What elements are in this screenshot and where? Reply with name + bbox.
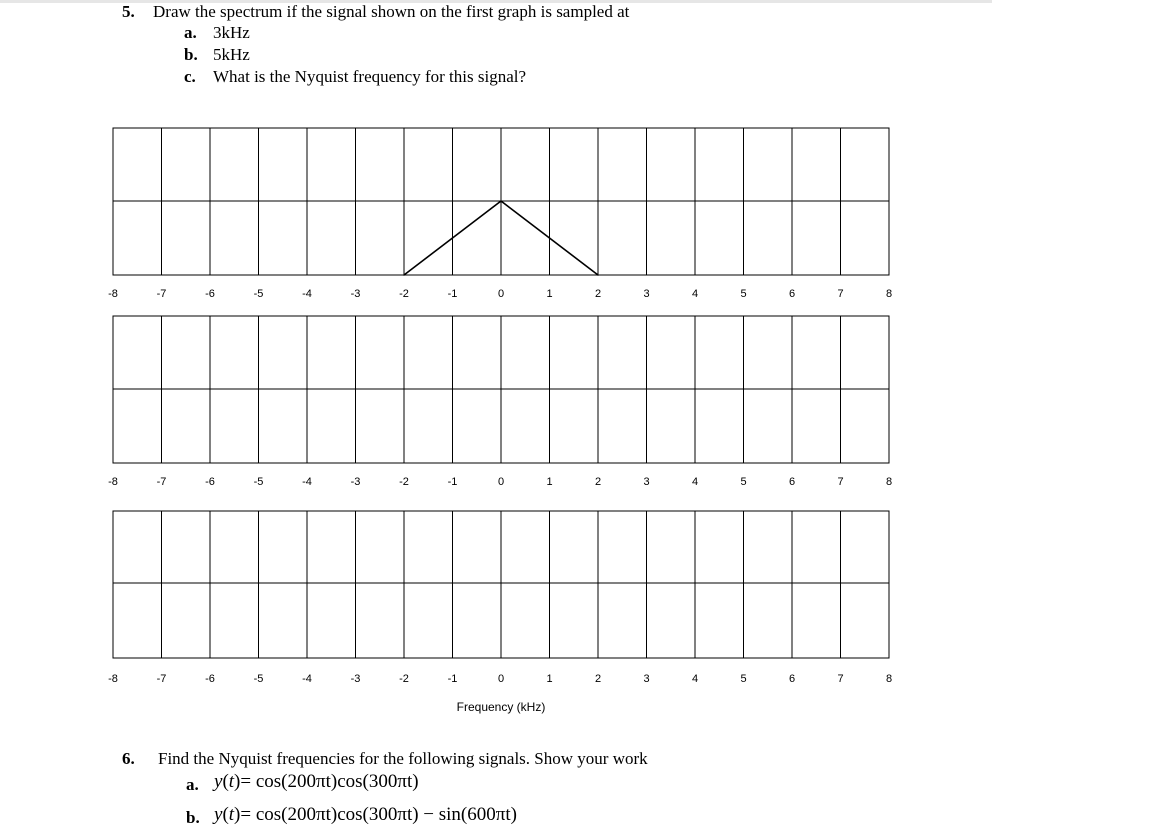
equation-a: y(t)= cos(200πt)cos(300πt) xyxy=(214,771,419,792)
tick-label: -4 xyxy=(302,288,312,300)
tick-label: 8 xyxy=(885,673,893,685)
tick-label: 6 xyxy=(788,476,796,488)
tick-label: -2 xyxy=(399,476,409,488)
x-axis-label: Frequency (kHz) xyxy=(456,700,546,714)
spectrum-point xyxy=(597,274,599,276)
spectrum-point xyxy=(403,274,405,276)
tick-label: -7 xyxy=(156,476,167,488)
question-number: 5. xyxy=(122,2,135,21)
item-label-a: a. xyxy=(186,775,199,794)
tick-label: -4 xyxy=(302,476,312,488)
tick-label: 1 xyxy=(546,476,553,488)
tick-label: 8 xyxy=(885,288,893,300)
tick-label: 6 xyxy=(788,288,796,300)
tick-label: -5 xyxy=(253,673,264,685)
tick-label: 4 xyxy=(691,673,699,685)
tick-label: -6 xyxy=(205,673,215,685)
tick-label: 2 xyxy=(594,476,602,488)
tick-label: -3 xyxy=(350,288,361,300)
tick-label: 4 xyxy=(691,288,699,300)
tick-label: -8 xyxy=(108,673,118,685)
tick-label: -8 xyxy=(108,288,118,300)
question-text: Find the Nyquist frequencies for the following signals. Show your work xyxy=(158,749,648,768)
tick-label: 0 xyxy=(497,673,505,685)
tick-label: 8 xyxy=(885,476,893,488)
question-text: Draw the spectrum if the signal shown on the first graph is sampled at xyxy=(153,2,630,21)
tick-label: -5 xyxy=(253,476,264,488)
equation-b: y(t)= cos(200πt)cos(300πt) − sin(600πt) xyxy=(214,804,517,825)
tick-label: -1 xyxy=(447,673,458,685)
tick-label: -2 xyxy=(399,673,409,685)
tick-label: -6 xyxy=(205,476,215,488)
item-text-c: What is the Nyquist frequency for this signal? xyxy=(213,67,527,86)
item-label-b: b. xyxy=(186,808,200,827)
tick-label: 6 xyxy=(788,673,796,685)
tick-label: 5 xyxy=(740,476,747,488)
tick-label: 5 xyxy=(740,673,747,685)
tick-label: -3 xyxy=(350,673,361,685)
tick-label: 4 xyxy=(691,476,699,488)
tick-label: 3 xyxy=(643,673,650,685)
tick-label: 2 xyxy=(594,673,602,685)
item-text-b: 5kHz xyxy=(213,45,250,64)
tick-label: -1 xyxy=(447,288,458,300)
tick-label: -2 xyxy=(399,288,409,300)
item-text-a: 3kHz xyxy=(213,23,250,42)
tick-label: 7 xyxy=(837,476,844,488)
tick-label: -4 xyxy=(302,673,312,685)
tick-label: 3 xyxy=(643,476,650,488)
tick-label: -3 xyxy=(350,476,361,488)
tick-label: -8 xyxy=(108,476,118,488)
tick-label: 5 xyxy=(740,288,747,300)
spectrum-point xyxy=(500,200,502,202)
item-label-c: c. xyxy=(184,67,196,86)
tick-label: -6 xyxy=(205,288,215,300)
tick-label: 1 xyxy=(546,673,553,685)
item-label-a: a. xyxy=(184,23,197,42)
tick-label: 0 xyxy=(497,288,505,300)
tick-label: 2 xyxy=(594,288,602,300)
tick-label: 0 xyxy=(497,476,505,488)
tick-label: 3 xyxy=(643,288,650,300)
item-label-b: b. xyxy=(184,45,198,64)
tick-label: 1 xyxy=(546,288,553,300)
tick-label: -7 xyxy=(156,673,167,685)
question-number: 6. xyxy=(122,749,135,768)
tick-label: 7 xyxy=(837,288,844,300)
tick-label: 7 xyxy=(837,673,844,685)
tick-label: -7 xyxy=(156,288,167,300)
tick-label: -5 xyxy=(253,288,264,300)
tick-label: -1 xyxy=(447,476,458,488)
